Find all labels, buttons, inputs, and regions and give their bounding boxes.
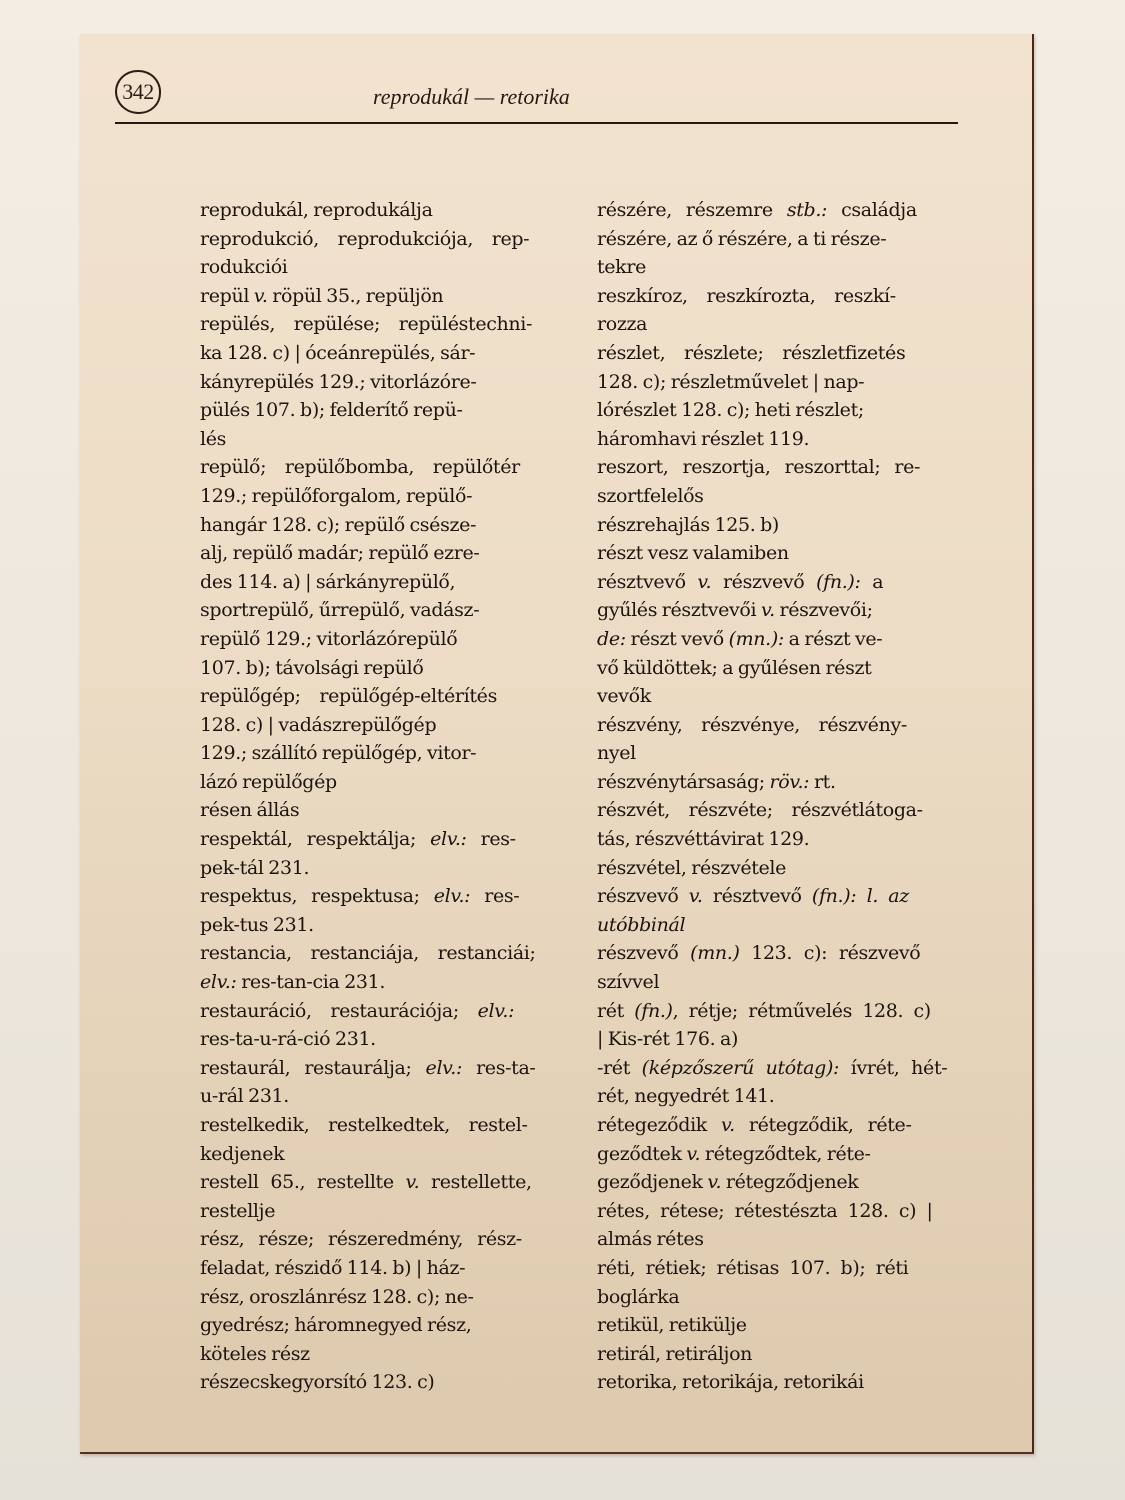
italic-label: de: — [597, 627, 626, 650]
entry-headline: reszkíroz, reszkírozta, reszkí- — [597, 284, 896, 307]
entry-continuation: restellje — [200, 1199, 276, 1222]
entry-continuation: 129.; repülőforgalom, repülő- — [200, 484, 473, 507]
entry-headline: reprodukál, reprodukálja — [200, 199, 433, 221]
left-column — [200, 196, 578, 1397]
entry-headline: részt vesz valamiben — [597, 542, 789, 565]
dictionary-entry — [597, 711, 959, 768]
italic-label: v. — [760, 599, 775, 622]
dictionary-entry — [200, 882, 578, 939]
entry-continuation: hangár 128. c); repülő csésze- — [200, 513, 477, 536]
dictionary-entry — [597, 282, 959, 339]
entry-continuation: lórészlet 128. c); heti részlet; — [597, 399, 864, 422]
dictionary-entry — [597, 568, 959, 711]
italic-label: elv.: — [200, 971, 237, 994]
entry-continuation: szortfelelős — [597, 484, 704, 507]
italic-label: (képzőszerű utótag): — [641, 1056, 840, 1079]
entry-headline: rész, része; részeredmény, rész- — [200, 1228, 522, 1251]
entry-continuation: elv.: res-tan-cia 231. — [200, 971, 386, 994]
italic-label: elv.: — [430, 828, 467, 851]
dictionary-entry — [200, 1225, 578, 1368]
entry-headline: részvét, részvéte; részvétlátoga- — [597, 799, 923, 822]
italic-label: röv.: — [769, 770, 810, 793]
dictionary-entry — [597, 1340, 959, 1369]
entry-continuation: | Kis-rét 176. a) — [597, 1028, 739, 1051]
entry-headline: részére, részemre stb.: családja — [597, 199, 917, 221]
entry-headline: részvevő (mn.) 123. c): részvevő — [597, 942, 921, 965]
entry-continuation: rodukciói — [200, 256, 288, 279]
entry-continuation: feladat, részidő 114. b) | ház- — [200, 1256, 466, 1279]
dictionary-entry — [200, 1368, 578, 1397]
italic-label: (fn.): l. az — [811, 885, 909, 908]
entry-continuation: pek-tus 231. — [200, 913, 314, 936]
entry-headline: részvénytársaság; röv.: rt. — [597, 770, 836, 793]
italic-label: v. — [686, 1142, 701, 1165]
entry-continuation: háromhavi részlet 119. — [597, 427, 810, 450]
italic-label: utóbbinál — [597, 913, 686, 936]
dictionary-entry — [200, 196, 578, 225]
entry-headline: részvény, részvénye, részvény- — [597, 713, 907, 736]
entry-continuation: vő küldöttek; a gyűlésen részt — [597, 656, 872, 679]
dictionary-entry — [597, 539, 959, 568]
italic-label: v. — [721, 1114, 735, 1136]
dictionary-entry — [597, 939, 959, 996]
entry-continuation: kedjenek — [200, 1142, 285, 1165]
italic-label: elv.: — [433, 885, 471, 908]
dictionary-entry — [597, 196, 959, 282]
entry-continuation: lázó repülőgép — [200, 770, 337, 793]
running-head: reprodukál — retorika — [373, 84, 570, 109]
dictionary-entry — [597, 1054, 959, 1111]
italic-label: (mn.) — [690, 942, 740, 965]
entry-continuation: almás rétes — [597, 1228, 704, 1251]
dictionary-entry — [200, 796, 578, 825]
entry-headline: respektál, respektálja; elv.: res- — [200, 828, 516, 851]
entry-headline: rét (fn.), rétje; rétművelés 128. c) — [597, 999, 931, 1022]
dictionary-entry — [597, 1197, 959, 1254]
entry-headline: restelkedik, restelkedtek, restel- — [200, 1114, 528, 1136]
entry-headline: részecskegyorsító 123. c) — [200, 1371, 435, 1394]
entry-headline: reszort, reszortja, reszorttal; re- — [597, 456, 921, 479]
italic-label: v. — [688, 885, 703, 908]
entry-continuation: köteles rész — [200, 1342, 310, 1365]
entry-continuation: rozza — [597, 313, 648, 336]
entry-continuation: pek-tál 231. — [200, 856, 310, 879]
dictionary-entry — [597, 854, 959, 883]
entry-headline: restancia, restanciája, restanciái; — [200, 942, 536, 965]
entry-continuation: ka 128. c) | óceánrepülés, sár- — [200, 341, 476, 364]
italic-label: v. — [405, 1171, 420, 1194]
italic-label: elv.: — [425, 1056, 463, 1079]
entry-headline: résztvevő v. részvevő (fn.): a — [597, 570, 884, 593]
dictionary-entry — [200, 1168, 578, 1225]
italic-label: elv.: — [477, 999, 515, 1022]
entry-continuation: 128. c) | vadászrepülőgép — [200, 713, 437, 736]
entry-continuation: repülő 129.; vitorlázórepülő — [200, 627, 458, 650]
entry-continuation: gyedrész; háromnegyed rész, — [200, 1314, 472, 1337]
dictionary-entry — [200, 825, 578, 882]
dictionary-entry — [597, 768, 959, 797]
italic-label: v. — [707, 1171, 722, 1194]
entry-continuation: szívvel — [597, 971, 660, 994]
entry-headline: restauráció, restaurációja; elv.: — [200, 999, 515, 1022]
entry-continuation: tekre — [597, 256, 646, 279]
entry-headline: részvétel, részvétele — [597, 856, 787, 879]
dictionary-entry — [200, 1054, 578, 1111]
dictionary-entry — [597, 1311, 959, 1340]
entry-headline: repülő; repülőbomba, repülőtér — [200, 456, 520, 479]
page-number: 342 — [115, 70, 161, 114]
entry-headline: réti, rétiek; rétisas 107. b); réti — [597, 1256, 909, 1279]
entry-continuation: lés — [200, 427, 227, 450]
entry-continuation: tás, részvéttávirat 129. — [597, 828, 810, 851]
entry-continuation: geződtek v. rétegződtek, réte- — [597, 1142, 871, 1165]
entry-headline: rétes, rétese; rétestészta 128. c) | — [597, 1199, 933, 1222]
entry-headline: retikül, retikülje — [597, 1314, 747, 1337]
entry-continuation: 129.; szállító repülőgép, vitor- — [200, 742, 477, 765]
entry-continuation: res-ta-u-rá-ció 231. — [200, 1028, 376, 1051]
entry-continuation: kányrepülés 129.; vitorlázóre- — [200, 370, 477, 393]
italic-label: (mn.): — [728, 627, 784, 650]
entry-continuation: nyel — [597, 742, 636, 765]
dictionary-entry — [200, 282, 578, 311]
italic-label: stb.: — [786, 199, 828, 221]
entry-continuation: geződjenek v. rétegződjenek — [597, 1171, 859, 1194]
entry-headline: restell 65., restellte v. restellette, — [200, 1171, 532, 1194]
italic-label: (fn.): — [816, 570, 861, 593]
entry-continuation: pülés 107. b); felderítő repü- — [200, 399, 463, 422]
dictionary-entry — [597, 1368, 959, 1397]
entry-headline: repülés, repülése; repüléstechni- — [200, 313, 533, 336]
italic-label: (fn.) — [634, 999, 673, 1022]
entry-continuation: részére, az ő részére, a ti része- — [597, 227, 887, 250]
entry-continuation: de: részt vevő (mn.): a részt ve- — [597, 627, 883, 650]
entry-headline: repülőgép; repülőgép-eltérítés — [200, 685, 497, 708]
dictionary-entry — [200, 682, 578, 796]
entry-continuation — [597, 911, 959, 940]
dictionary-entry — [597, 339, 959, 453]
page-header — [115, 70, 958, 124]
entry-continuation: u-rál 231. — [200, 1085, 289, 1108]
dictionary-entry — [597, 1254, 959, 1311]
entry-continuation: rét, negyedrét 141. — [597, 1085, 775, 1108]
entry-headline: résen állás — [200, 799, 300, 822]
entry-continuation: boglárka — [597, 1285, 680, 1308]
italic-label: v. — [697, 570, 712, 593]
entry-continuation: alj, repülő madár; repülő ezre- — [200, 542, 480, 565]
entry-headline: respektus, respektusa; elv.: res- — [200, 885, 520, 908]
entry-headline: rétegeződik v. rétegződik, réte- — [597, 1114, 912, 1136]
dictionary-entry — [200, 1111, 578, 1168]
entry-headline: részvevő v. résztvevő (fn.): l. az — [597, 885, 909, 908]
entry-continuation: rész, oroszlánrész 128. c); ne- — [200, 1285, 474, 1308]
entry-continuation: vevők — [597, 685, 651, 708]
entry-headline: részlet, részlete; részletfizetés — [597, 341, 906, 364]
dictionary-entry — [597, 796, 959, 853]
entry-headline: repül v. röpül 35., repüljön — [200, 284, 444, 307]
italic-label: v. — [253, 284, 268, 307]
entry-headline: -rét (képzőszerű utótag): ívrét, hét- — [597, 1056, 948, 1079]
dictionary-entry — [597, 882, 959, 939]
dictionary-entry — [200, 453, 578, 682]
entry-continuation: des 114. a) | sárkányrepülő, — [200, 570, 456, 593]
entry-headline: részrehajlás 125. b) — [597, 513, 779, 536]
entry-headline: reprodukció, reprodukciója, rep- — [200, 227, 530, 250]
dictionary-entry — [597, 511, 959, 540]
entry-continuation: 107. b); távolsági repülő — [200, 656, 424, 679]
dictionary-entry — [597, 1111, 959, 1197]
dictionary-entry — [597, 453, 959, 510]
dictionary-entry — [200, 997, 578, 1054]
dictionary-entry — [200, 939, 578, 996]
dictionary-entry — [597, 997, 959, 1054]
entry-headline: retorika, retorikája, retorikái — [597, 1371, 864, 1394]
dictionary-entry — [200, 310, 578, 453]
dictionary-entry — [200, 225, 578, 282]
entry-headline: retirál, retiráljon — [597, 1342, 753, 1365]
dictionary-page — [80, 34, 1034, 1454]
entry-headline: restaurál, restaurálja; elv.: res-ta- — [200, 1056, 536, 1079]
entry-continuation: gyűlés résztvevői v. részvevői; — [597, 599, 873, 622]
entry-continuation: sportrepülő, űrrepülő, vadász- — [200, 599, 480, 622]
entry-continuation: 128. c); részletművelet | nap- — [597, 370, 865, 393]
right-column — [597, 196, 959, 1397]
